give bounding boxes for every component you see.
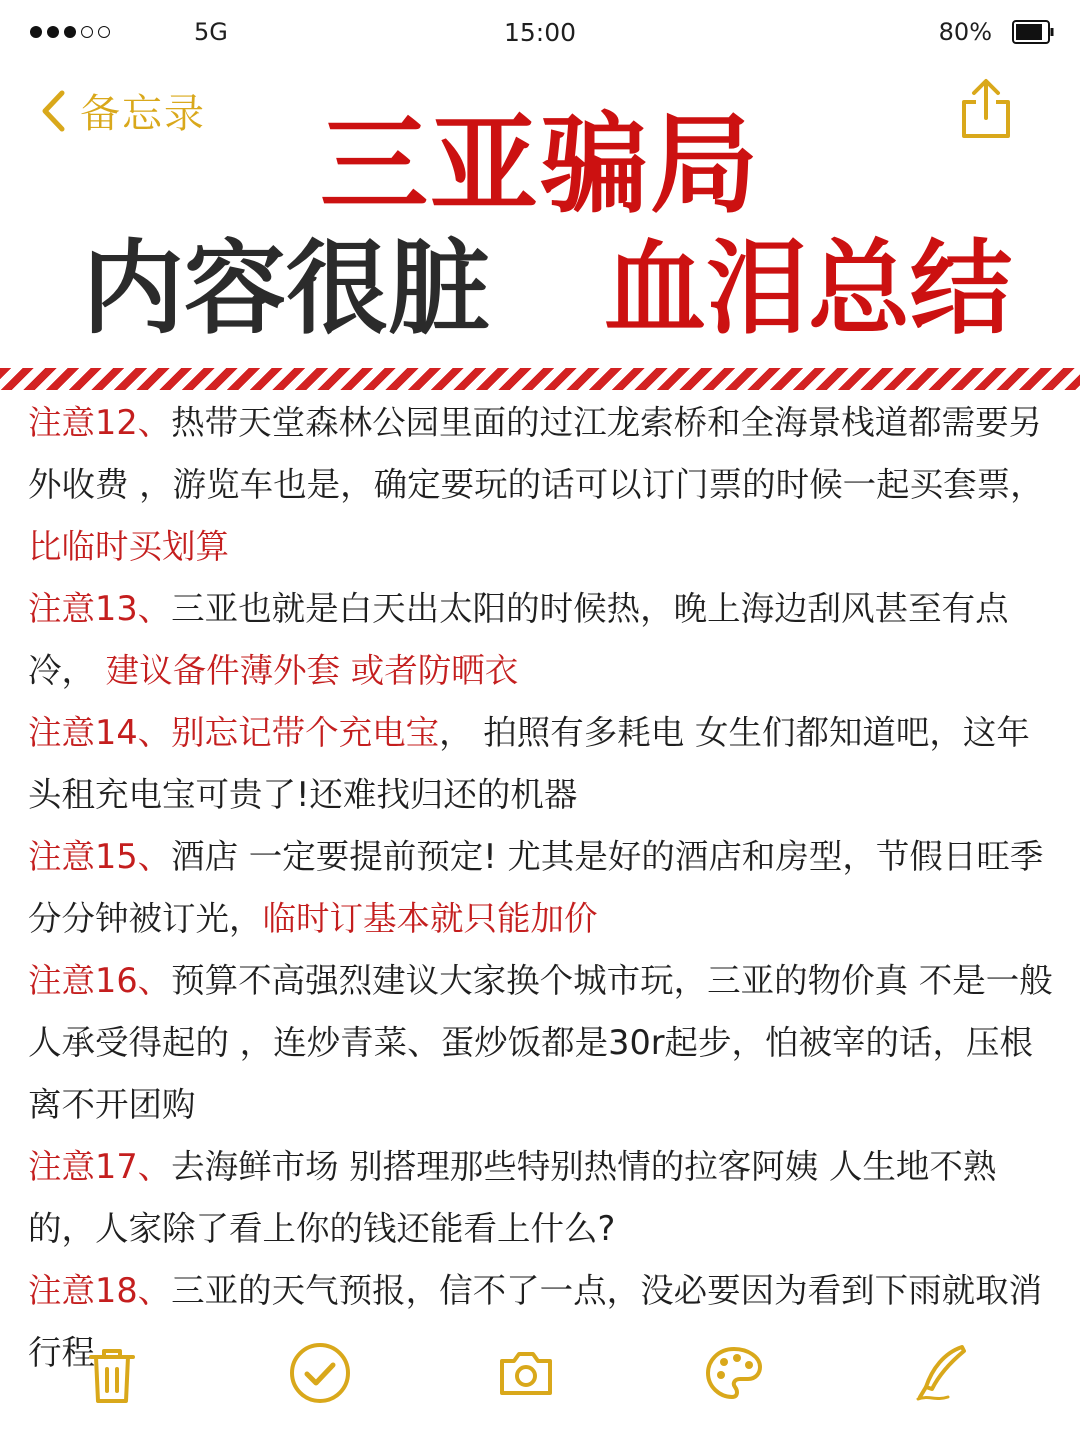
status-bar	[0, 0, 1080, 66]
note-highlight: 比临时买划算	[28, 527, 229, 566]
note-text: ， 拍照有多耗电 女生们都知道吧，这年头租充电宝可贵了!还难找归还的机器	[28, 713, 1030, 814]
note-item	[28, 1136, 1058, 1260]
note-label: 注意18、	[28, 1271, 172, 1310]
note-label: 注意17、	[28, 1147, 172, 1186]
note-text: 酒店 一定要提前预定! 尤其是好的酒店和房型，节假日旺季分分钟被订光，	[28, 837, 1044, 938]
striped-divider	[0, 368, 1080, 390]
note-text: 三亚的天气预报，信不了一点，没必要因为看到下雨就取消行程	[28, 1271, 1043, 1372]
note-label: 注意15、	[28, 837, 172, 876]
note-highlight: 临时订基本就只能加价	[262, 899, 598, 938]
checkmark-icon[interactable]	[288, 1341, 352, 1405]
note-item	[28, 826, 1058, 950]
battery-icon	[1012, 20, 1054, 44]
battery-percentage: 80%	[938, 18, 992, 46]
note-text: 去海鲜市场 别搭理那些特别热情的拉客阿姨 人生地不熟的，人家除了看上你的钱还能看上什么?	[28, 1147, 997, 1248]
headline-subtitle	[0, 230, 1080, 350]
headline-title: 三亚骗局	[319, 103, 760, 228]
note-item	[28, 578, 1058, 702]
camera-icon[interactable]	[498, 1349, 554, 1397]
note-label: 注意13、	[28, 589, 172, 628]
palette-icon[interactable]	[704, 1345, 764, 1401]
pen-icon[interactable]	[914, 1343, 970, 1403]
subtitle-left: 内容很脏	[82, 230, 490, 349]
note-content[interactable]	[28, 392, 1058, 1384]
clock: 15:00	[503, 18, 577, 47]
note-item	[28, 392, 1058, 578]
note-label: 注意12、	[28, 403, 172, 442]
back-label: 备忘录	[80, 91, 206, 137]
trash-icon[interactable]	[88, 1347, 136, 1405]
bottom-toolbar	[0, 1333, 1080, 1443]
note-item	[28, 950, 1058, 1136]
subtitle-right: 血泪总结	[604, 230, 1012, 349]
note-label: 注意16、	[28, 961, 172, 1000]
note-label: 注意14、	[28, 713, 172, 752]
note-item	[28, 702, 1058, 826]
note-text: 三亚也就是白天出太阳的时候热，晚上海边刮风甚至有点冷，	[28, 589, 1009, 690]
note-text: 预算不高强烈建议大家换个城市玩，三亚的物价真 不是一般人承受得起的 ，连炒青菜、蛋炒饭都是30r起步，怕被宰的话，压根离不开团购	[28, 961, 1053, 1124]
note-highlight: 建议备件薄外套 或者防晒衣	[105, 651, 519, 690]
network-type: 5G	[194, 18, 228, 46]
note-highlight: 别忘记带个充电宝	[171, 713, 440, 752]
note-text: 热带天堂森林公园里面的过江龙索桥和全海景栈道都需要另外收费 ，游览车也是，确定要玩的话可以订门票的时候一起买套票，	[28, 403, 1044, 504]
